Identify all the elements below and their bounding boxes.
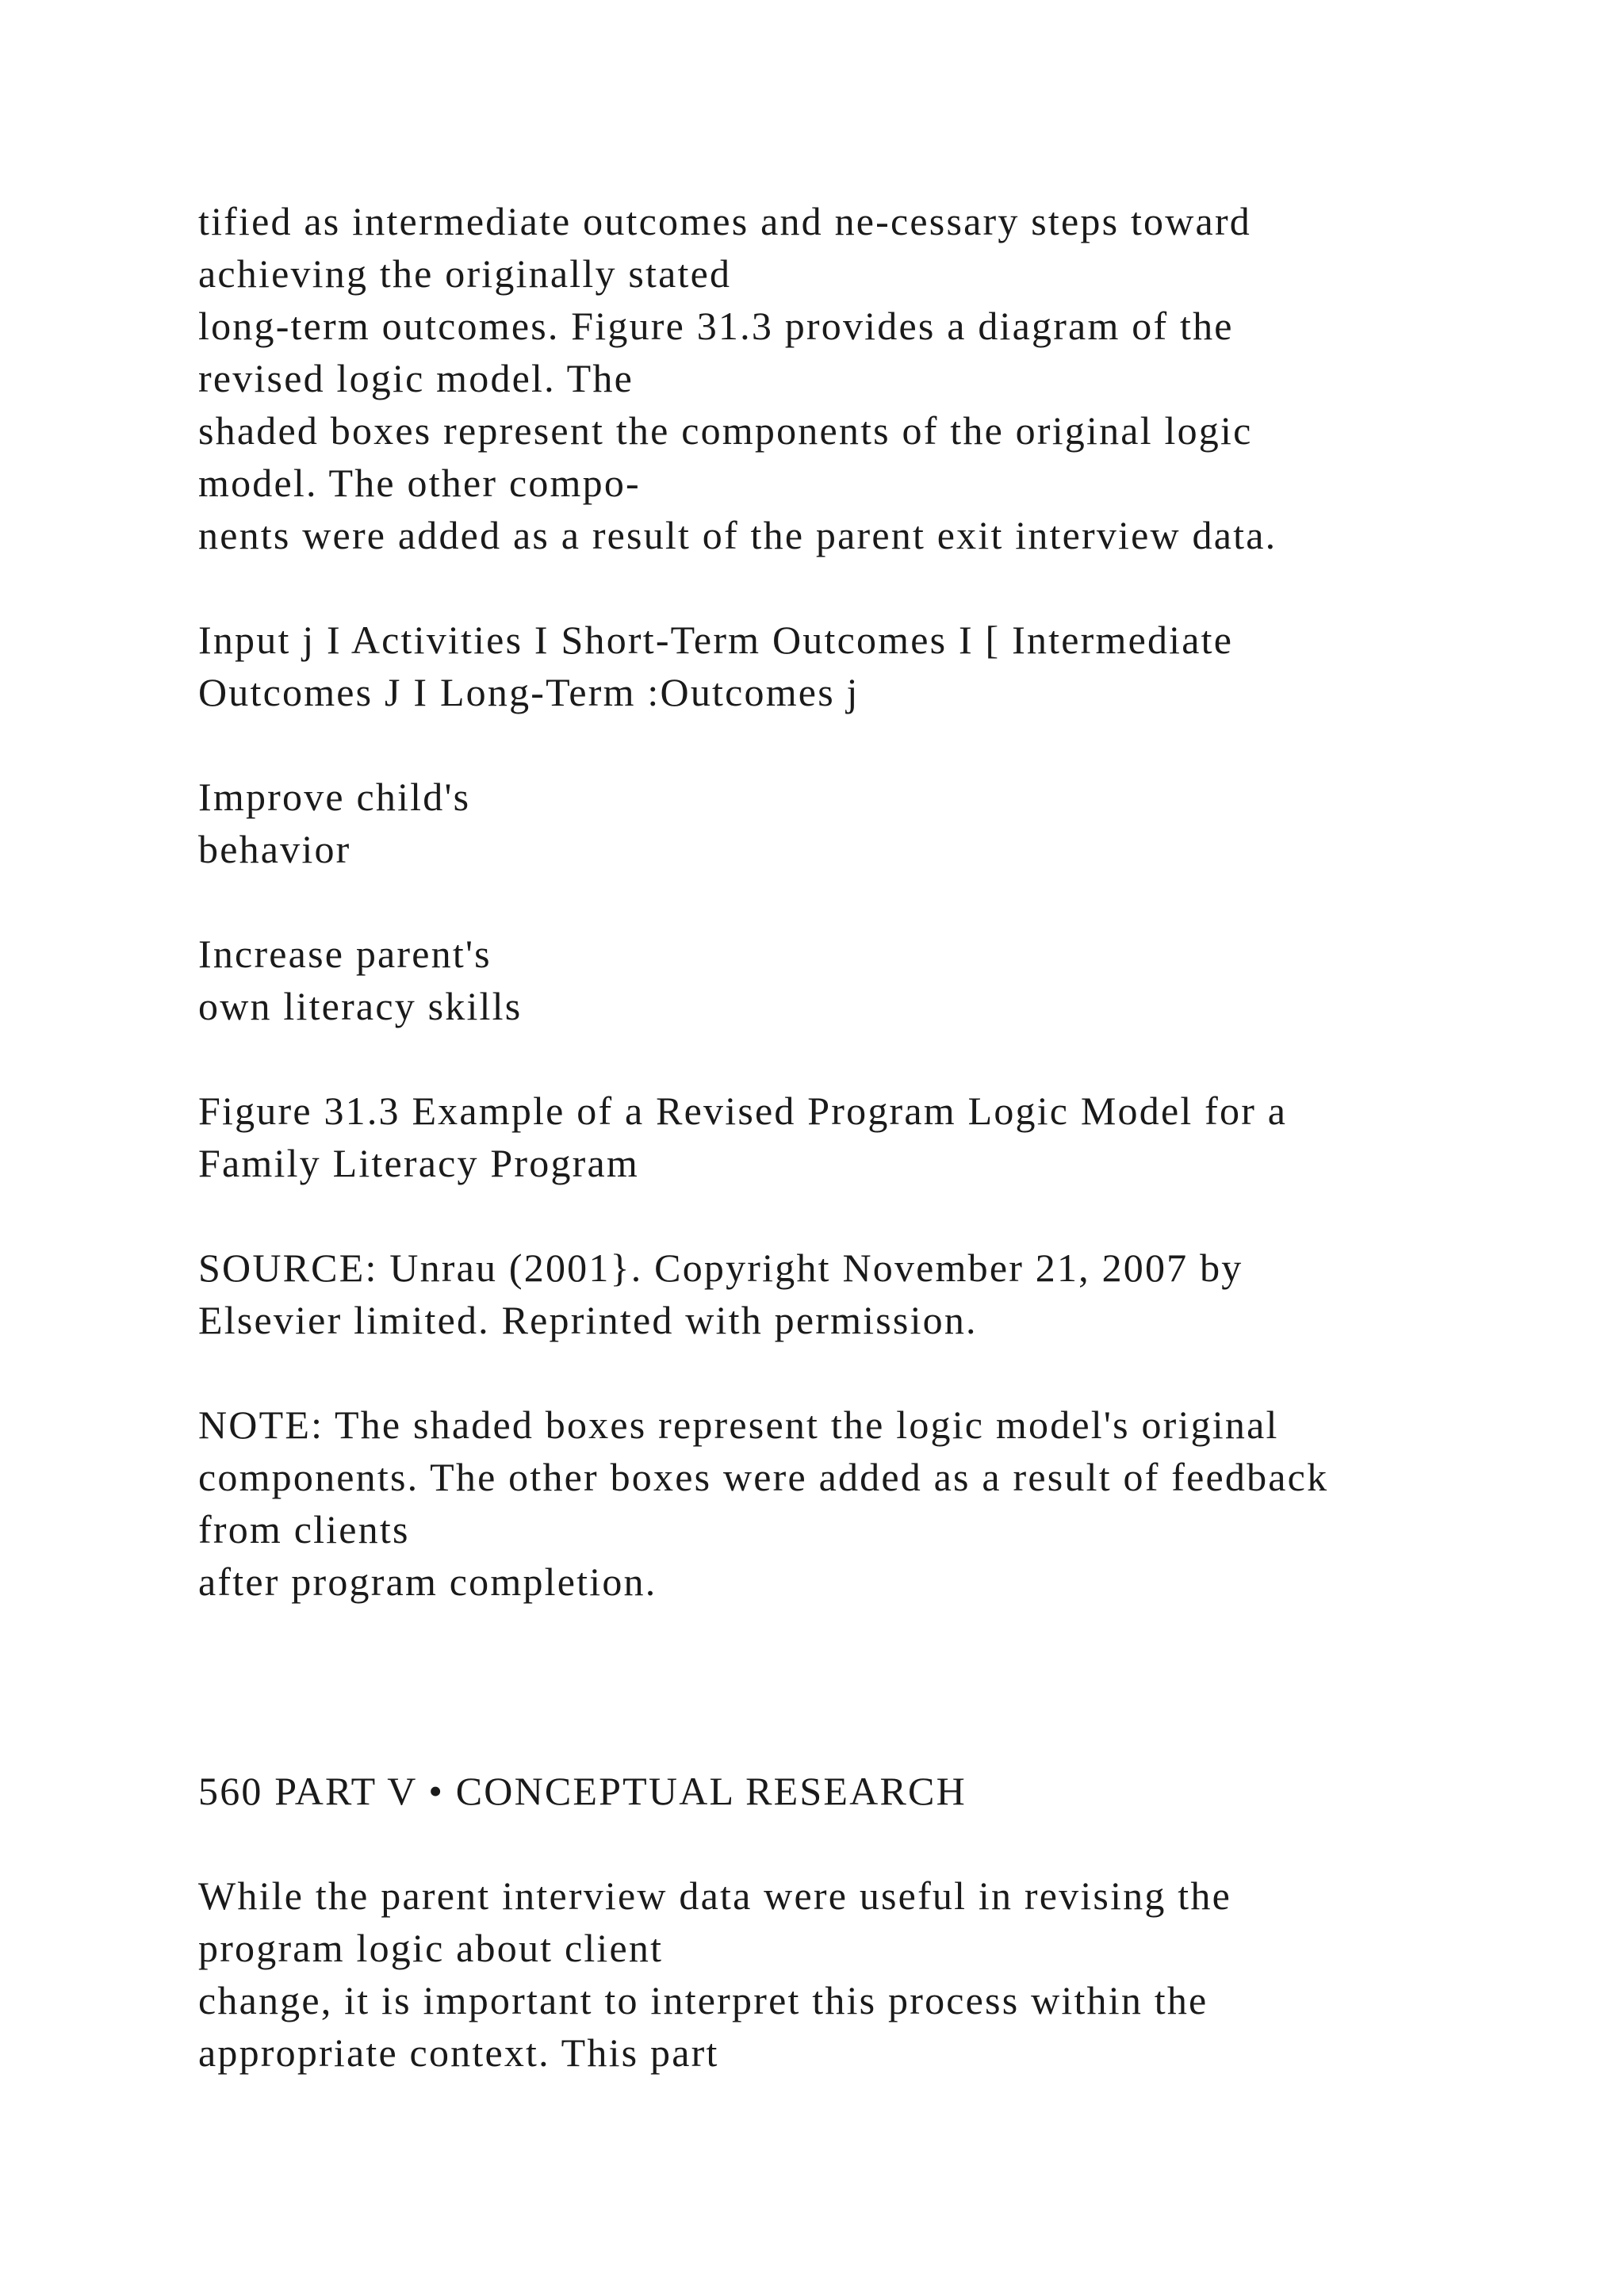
text-line: achieving the originally stated xyxy=(198,251,732,296)
diagram-box-parent-literacy xyxy=(198,928,1546,1032)
text-line: Input j I Activities I Short-Term Outcomes I [ Intermediate xyxy=(198,618,1234,662)
text-line: after program completion. xyxy=(198,1559,657,1604)
text-line: change, it is important to interpret this process within the xyxy=(198,1978,1208,2022)
text-line: Increase parent's xyxy=(198,932,492,976)
text-line: Figure 31.3 Example of a Revised Program Logic Model for a xyxy=(198,1089,1288,1133)
figure-caption xyxy=(198,1085,1546,1189)
text-line: nents were added as a result of the parent exit interview data. xyxy=(198,513,1277,557)
document-page xyxy=(198,195,1546,2131)
text-line: Outcomes J I Long-Term :Outcomes j xyxy=(198,670,860,714)
text-line: NOTE: The shaded boxes represent the logic model's original xyxy=(198,1402,1279,1447)
text-line: SOURCE: Unrau (2001}. Copyright November 21, 2007 by xyxy=(198,1246,1243,1290)
text-line: Family Literacy Program xyxy=(198,1141,640,1185)
text-line: program logic about client xyxy=(198,1926,664,1970)
text-line: behavior xyxy=(198,827,351,871)
figure-note xyxy=(198,1399,1546,1608)
text-line: appropriate context. This part xyxy=(198,2030,719,2075)
body-continued-paragraph xyxy=(198,1869,1546,2079)
text-line: Elsevier limited. Reprinted with permission. xyxy=(198,1298,978,1342)
text-line: While the parent interview data were useful in revising the xyxy=(198,1873,1231,1918)
figure-source xyxy=(198,1242,1546,1346)
text-line: long-term outcomes. Figure 31.3 provides a diagram of the xyxy=(198,304,1234,348)
text-line: Improve child's xyxy=(198,775,471,819)
text-line: components. The other boxes were added as a result of feedback xyxy=(198,1455,1329,1499)
text-line: own literacy skills xyxy=(198,984,523,1028)
text-line: tified as intermediate outcomes and ne-cessary steps toward xyxy=(198,199,1251,243)
text-line: from clients xyxy=(198,1507,410,1552)
intro-paragraph xyxy=(198,195,1546,561)
running-header xyxy=(198,1765,1546,1817)
text-line: revised logic model. The xyxy=(198,356,634,400)
diagram-headings xyxy=(198,614,1546,718)
diagram-box-child-behavior xyxy=(198,771,1546,875)
text-line: 560 PART V • CONCEPTUAL RESEARCH xyxy=(198,1769,967,1813)
text-line: shaded boxes represent the components of the original logic xyxy=(198,408,1253,453)
text-line: model. The other compo- xyxy=(198,461,641,505)
